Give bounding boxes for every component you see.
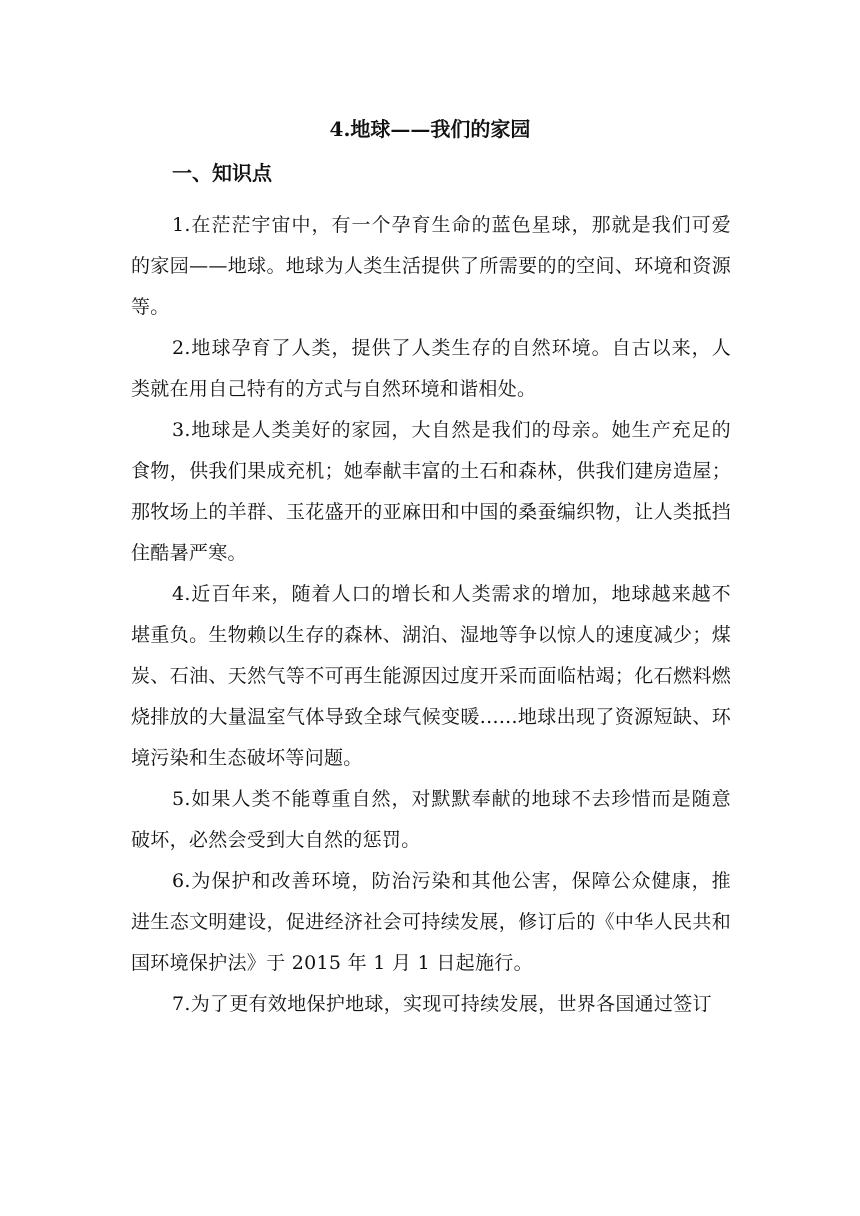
document-title: 4.地球——我们的家园 <box>329 117 531 141</box>
paragraph-2: 2.地球孕育了人类，提供了人类生存的自然环境。自古以来，人类就在用自己特有的方式与自然环境和谐相处。 <box>131 337 731 400</box>
paragraph-1: 1.在茫茫宇宙中，有一个孕育生命的蓝色星球，那就是我们可爱的家园——地球。地球为人类生活提供了所需要的的空间、环境和资源等。 <box>131 214 731 318</box>
paragraph-5: 5.如果人类不能尊重自然，对默默奉献的地球不去珍惜而是随意破坏，必然会受到大自然的惩罚。 <box>131 788 731 851</box>
paragraph-7: 7.为了更有效地保护地球，实现可持续发展，世界各国通过签订 <box>172 993 712 1015</box>
section-heading: 一、知识点 <box>172 161 272 185</box>
paragraph-4: 4.近百年来，随着人口的增长和人类需求的增加，地球越来越不堪重负。生物赖以生存的森林、湖泊、湿地等争以惊人的速度减少；煤炭、石油、天然气等不可再生能源因过度开采而面临枯竭；化石燃料燃烧排放的大量温室气体导致全球气候变暖......地球出现了资源短缺、环境污染和生态破坏等问题。 <box>131 583 731 769</box>
document-body <box>131 205 731 1025</box>
paragraph-3: 3.地球是人类美好的家园，大自然是我们的母亲。她生产充足的食物，供我们果成充机；她奉献丰富的土石和森林，供我们建房造屋；那牧场上的羊群、玉花盛开的亚麻田和中国的桑蚕编织物，让人类抵挡住酷暑严寒。 <box>131 419 731 564</box>
paragraph-6: 6.为保护和改善环境，防治污染和其他公害，保障公众健康，推进生态文明建设，促进经济社会可持续发展，修订后的《中华人民共和国环境保护法》于 2015 年 1 月 1 日起施行。 <box>131 870 731 974</box>
